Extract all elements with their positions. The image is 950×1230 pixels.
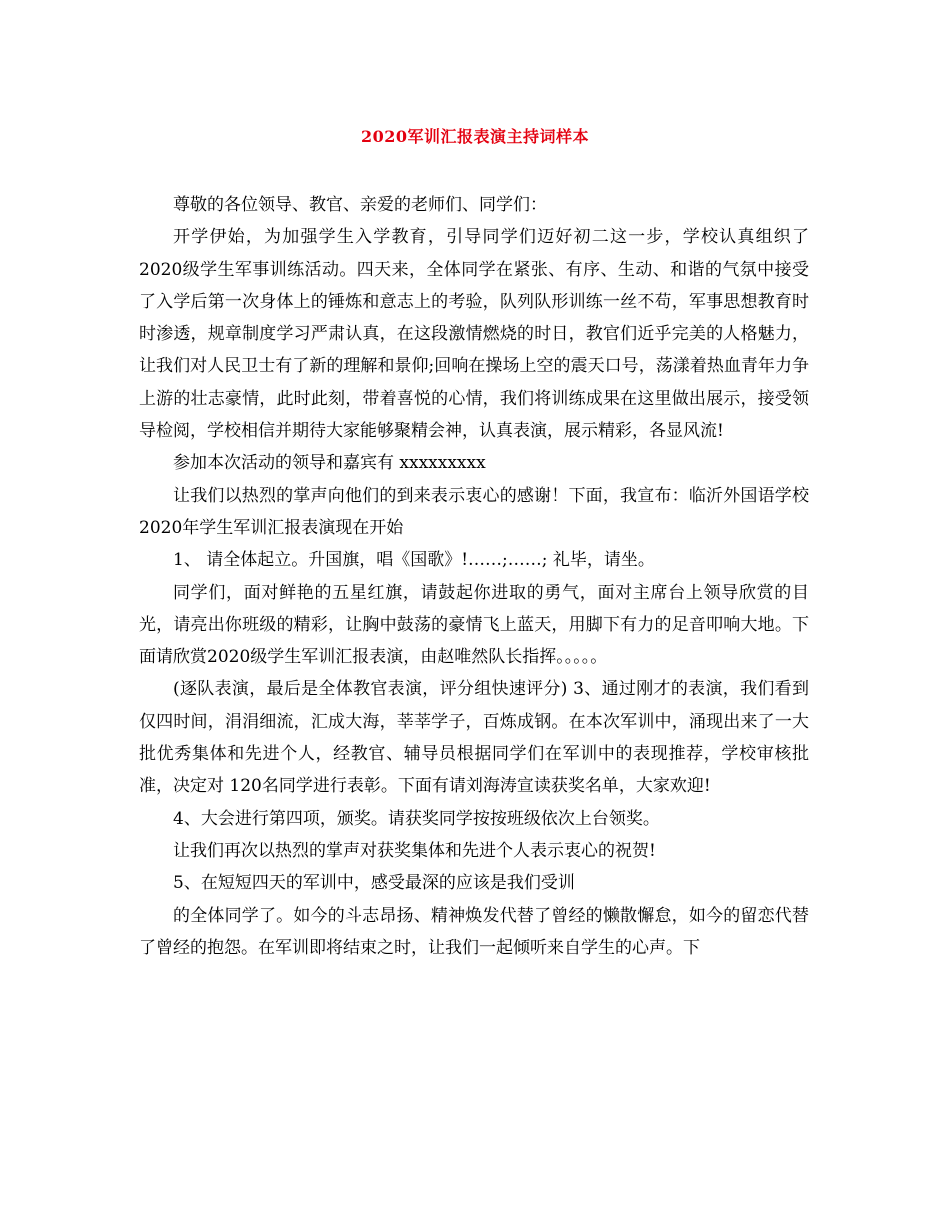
paragraph-salutation: 尊敬的各位领导、教官、亲爱的老师们、同学们： <box>173 195 547 215</box>
document-body <box>139 189 809 964</box>
paragraph-item-3: (逐队表演，最后是全体教官表演，评分组快速评分) 3、通过刚才的表演，我们看到仅四时间，涓涓细流，汇成大海，莘莘学子，百炼成钢。在本次军训中，涌现出来了一大批优秀集体和先进个人，经教官、辅导员根据同学们在军训中的表现推荐，学校审核批准，决定对 120名同学进行表彰。下面有请刘海涛宣读获奖名单，大家欢迎! <box>139 679 809 797</box>
paragraph-performance: 同学们，面对鲜艳的五星红旗，请鼓起你进取的勇气，面对主席台上领导欣赏的目光，请亮出你班级的精彩，让胸中鼓荡的豪情飞上蓝天，用脚下有力的足音叩响大地。下面请欣赏2020级学生军训汇报表演，由赵唯然队长指挥。。。。。 <box>139 582 809 668</box>
paragraph-item-5: 5、在短短四天的军训中，感受最深的应该是我们受训 <box>173 873 575 894</box>
document-title: 2020军训汇报表演主持词样本 <box>360 127 590 146</box>
paragraph-item-5-continued: 的全体同学了。如今的斗志昂扬、精神焕发代替了曾经的懒散懈怠，如今的留恋代替了曾经的抱怨。在军训即将结束之时，让我们一起倾听来自学生的心声。下 <box>139 905 809 958</box>
paragraph-item-1: 1、 请全体起立。升国旗，唱《国歌》!……;……; 礼毕，请坐。 <box>173 550 655 571</box>
paragraph-congrats: 让我们再次以热烈的掌声对获奖集体和先进个人表示衷心的祝贺! <box>173 840 656 861</box>
paragraph-item-4: 4、大会进行第四项，颁奖。请获奖同学按按班级依次上台领奖。 <box>173 808 660 829</box>
paragraph-announcement: 让我们以热烈的掌声向他们的到来表示衷心的感谢！下面，我宣布：临沂外国语学校2020年学生军训汇报表演现在开始 <box>139 485 809 538</box>
paragraph-guests: 参加本次活动的领导和嘉宾有 xxxxxxxxx <box>173 453 486 474</box>
paragraph-opening: 开学伊始，为加强学生入学教育，引导同学们迈好初二这一步，学校认真组织了2020级学生军事训练活动。四天来，全体同学在紧张、有序、生动、和谐的气氛中接受了入学后第一次身体上的锤炼和意志上的考验，队列队形训练一丝不苟，军事思想教育时时渗透，规章制度学习严肃认真，在这段激情燃烧的时日，教官们近乎完美的人格魅力，让我们对人民卫士有了新的理解和景仰;回响在操场上空的震天口号，荡漾着热血青年力争上游的壮志豪情，此时此刻，带着喜悦的心情，我们将训练成果在这里做出展示，接受领导检阅，学校相信并期待大家能够聚精会神，认真表演，展示精彩，各显风流! <box>139 227 809 442</box>
